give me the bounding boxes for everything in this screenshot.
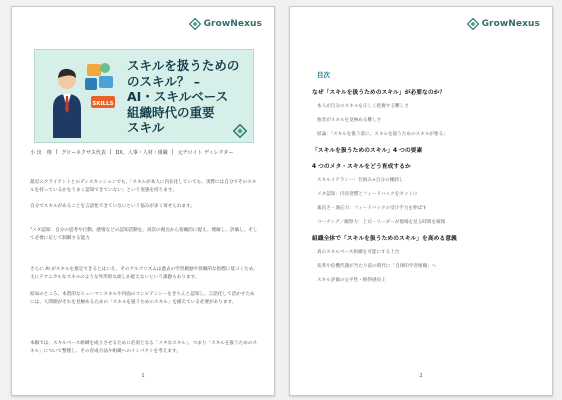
cover-title-line: スキル (127, 120, 165, 135)
grownexus-mini-logo-icon (233, 124, 247, 138)
body-paragraph: 結局のところ、本質的なヒューマンスキルや内面のコンピテンシーをきちんと認知し、言語化して活かすためには、人間側がそれを見極めるための「スキルを扱うためのスキル」を備えている必要があります。 (30, 292, 255, 305)
toc-subitem[interactable]: 素直さ・適応力：フィードバックの受け手力を伸ばす (317, 206, 427, 211)
byline-separator: | (171, 149, 174, 155)
grownexus-logo-icon (189, 18, 201, 30)
cover-banner (34, 49, 254, 143)
toc-subitem[interactable]: 真のスキルベース組織を可能にする土台 (317, 250, 400, 255)
author-name: 小 出 翔 (30, 150, 52, 156)
toc-subitem[interactable]: 変革や危機代謝が当たり前の時代に「自律的学習組織」へ (317, 264, 437, 269)
toc-subitem[interactable]: スキル評価の公平性・納得感向上 (317, 278, 386, 283)
toc-heading[interactable]: 「スキルを扱うためのスキル」4 つの要素 (312, 148, 423, 154)
author-title: グローネクサス代表 (61, 150, 106, 156)
cover-title-line: スキルを扱うための (127, 58, 240, 73)
byline-separator: | (109, 149, 112, 155)
toc-subitem[interactable]: メタ認知：内省習慣とフィードバックをセットに (317, 192, 418, 197)
body-paragraph: 自分でスキルがあることを言語化できていないという悩みが多く寄せられます。 (30, 204, 195, 209)
toc-title: 目次 (317, 71, 330, 79)
table-of-contents (312, 87, 532, 291)
document-page-1 (11, 6, 275, 396)
toc-heading[interactable]: 組織全体で「スキルを扱うためのスキル」を高める意義 (312, 236, 457, 242)
grownexus-logo-icon (467, 18, 479, 30)
cover-title-line: のスキル？ – (127, 73, 200, 89)
author-former-role: 元デロイト ディレクター (177, 150, 234, 156)
toc-subitem[interactable]: スキルリテラシー：仕組み×自分の棚卸し (317, 178, 404, 183)
brand-name: GrowNexus (481, 19, 540, 29)
brand-name: GrowNexus (203, 19, 262, 29)
byline-separator: | (55, 149, 58, 155)
toc-subitem[interactable]: 結論：「スキルを扱う前に、スキルを扱うためのスキルが要る」 (317, 132, 448, 137)
body-paragraph: "メタ認知：自分の思考や行動、感情などの認知活動を、高次の視点から客観的に捉え、理解し、評価し、そして必要に応じて制御する能力 (30, 228, 258, 241)
cover-title (127, 58, 249, 136)
toc-subitem[interactable]: 他者がスキルを見極める難しさ (317, 118, 382, 123)
brand-logo (189, 18, 262, 30)
cover-title-line: 組織時代の重要 (127, 104, 215, 120)
body-paragraph: さらに AI がスキルを推定できるとはいえ、そのアルゴリズムは過去の学習履歴や客観的な指標に基づくため、主にテクニカルなスキルのような外形的な面しか捉えないという課題もあります。 (30, 267, 258, 280)
body-paragraph: 本稿では、スキルベース組織を成立させるために必須となる「メタなスキル」、つまり「スキルを扱うためのスキル」について整理し、その育成方法や組織へのインパクトを考えます。 (30, 341, 258, 354)
businessman-with-puzzle-illustration (41, 56, 121, 138)
page-number: 2 (419, 373, 423, 379)
toc-subitem[interactable]: コーチング／観察力：上司・リーダーが現場を見る時間を確保 (317, 220, 446, 225)
author-field: DX、人事・人材・組織 (115, 150, 168, 156)
brand-logo (467, 18, 540, 30)
toc-heading[interactable]: なぜ「スキルを扱うためのスキル」が必要なのか？ (312, 90, 446, 96)
author-byline (30, 149, 260, 156)
toc-subitem[interactable]: 本人が自分のスキルを正しく把握する難しさ (317, 104, 409, 109)
page-number: 1 (141, 373, 145, 379)
toc-heading[interactable]: 4 つのメタ・スキルをどう育成するか (312, 164, 411, 170)
document-page-2 (289, 6, 553, 396)
skills-badge-text: SKILLS (92, 101, 114, 107)
cover-title-line: AI・スキルベース (127, 89, 229, 104)
body-paragraph: 最近のクライアントとのディスカッションでも、「スキルが本人に内在化していても、実際には自分でそのスキルを持っているかをうまく認知できていない」という実感を持ちます。 (30, 180, 257, 193)
